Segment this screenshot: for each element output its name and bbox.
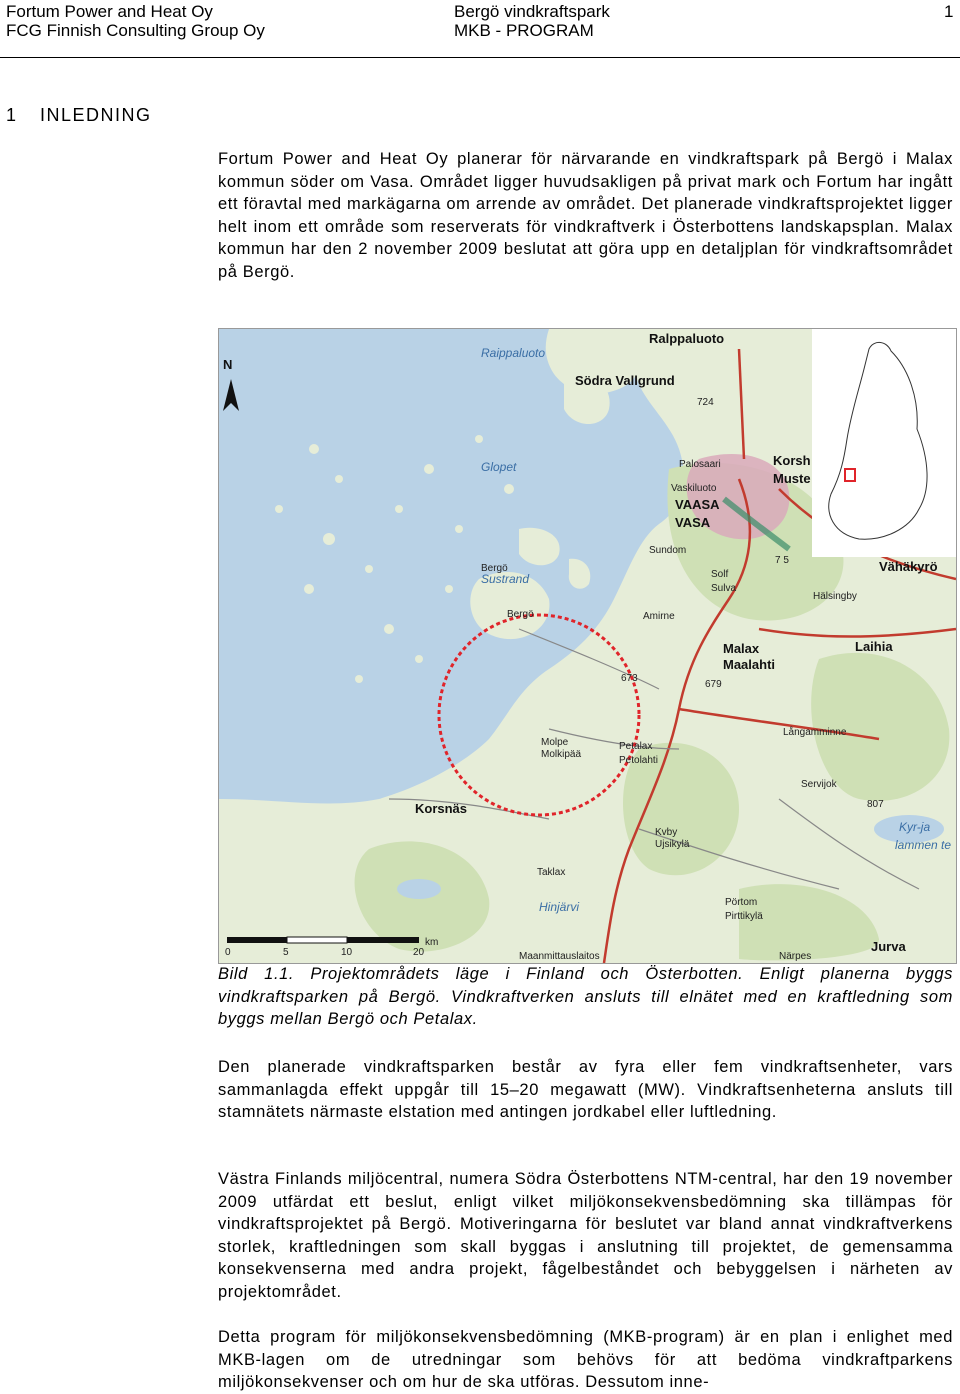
document-type: MKB - PROGRAM — [454, 21, 594, 40]
label-vaskiluoto: Vaskiluoto — [671, 483, 717, 494]
label-ujsikyla: Ujsikylä — [655, 839, 690, 850]
label-maalahti: Maalahti — [723, 657, 776, 672]
label-taklax: Taklax — [537, 867, 566, 878]
section-number: 1 — [6, 105, 18, 125]
label-malax: Malax — [723, 641, 760, 656]
label-lammen: lammen te — [895, 838, 952, 852]
label-mustasaari: Muste — [773, 471, 811, 486]
label-korsholm: Korsh — [773, 453, 811, 468]
label-glopet: Glopet — [481, 460, 517, 474]
figure-caption: Bild 1.1. Projektområdets läge i Finland och Österbotten. Enligt planerna byggs vindkraftsparken på Bergö. Vindkraftverken ansluts till elnätet med en kraftledning som byggs mellan Bergö och Petalax. — [218, 965, 953, 1029]
company-name: Fortum Power and Heat Oy — [6, 2, 213, 21]
label-vaasa: VAASA — [675, 497, 720, 512]
figure-map — [218, 328, 957, 964]
page-number: 1 — [944, 2, 954, 21]
label-solf: Solf — [711, 569, 729, 580]
scale-unit: km — [425, 937, 439, 948]
label-kvby: Kvby — [655, 827, 678, 838]
label-portom: Pörtom — [725, 897, 758, 908]
map-image — [219, 329, 956, 963]
road-679: 679 — [705, 679, 722, 690]
label-sundom: Sundom — [649, 545, 687, 556]
lake — [397, 879, 441, 899]
scale-label-20: 20 — [413, 947, 425, 958]
label-amirne: Amirne — [643, 611, 675, 622]
label-petolahti: Petolahti — [619, 755, 658, 766]
label-rappaluoto: Ralppaluoto — [649, 331, 725, 346]
label-narpes: Närpes — [779, 951, 812, 962]
paragraph-decision: Västra Finlands miljöcentral, numera Södra Österbottens NTM-central, har den 19 november 2009 utfärdat ett beslut, enligt vilket miljökonsekvensbedömning ska tillämpas för vindkraftsprojektet på Bergö. Motiveringarna för beslutet var bland annat vindkraftverkens storlek, kraftledningen som skall byggas i anslutning till projektet, de gemensamma konsekvenserna med andra projekt, fågelbeståndet och bebyggelsen i närheten av projektområdet. — [218, 1170, 953, 1301]
label-kyro-lake: Kyr-ja — [899, 820, 931, 834]
label-sustrand: Sustrand — [481, 572, 530, 586]
section-title: INLEDNING — [40, 105, 152, 125]
label-korsnas: Korsnäs — [415, 801, 468, 816]
label-bergo-sund: Bergö — [481, 563, 508, 574]
road-673: 673 — [621, 673, 638, 684]
label-langamminne: Långamminne — [783, 727, 847, 738]
road-724: 724 — [697, 397, 714, 408]
svg-text:N: N — [223, 357, 233, 372]
label-halsingby: Hälsingby — [813, 591, 857, 602]
label-molpe: Molpe — [541, 737, 569, 748]
scale-label-0: 0 — [225, 947, 231, 958]
road-75: 7 5 — [775, 555, 789, 566]
scale-label-5: 5 — [283, 947, 289, 958]
label-servijok: Servijok — [801, 779, 837, 790]
label-vasa: VASA — [675, 515, 711, 530]
label-palosaari: Palosaari — [679, 459, 721, 470]
header-rule — [0, 57, 960, 58]
label-vahakyro: Vähäkyrö — [879, 559, 938, 574]
scale-label-10: 10 — [341, 947, 353, 958]
road-807: 807 — [867, 799, 884, 810]
label-hinjarvi: Hinjärvi — [539, 900, 580, 914]
paragraph-intro: Fortum Power and Heat Oy planerar för närvarande en vindkraftspark på Bergö i Malax kommun söder om Vasa. Området ligger huvudsakligen på privat mark och Fortum har ingått ett föravtal med markägarna om arrende av området. Det planerade vindkraftsprojektet ligger helt inom ett område som reserverats för vindkraftverk i Österbottens landskapsplan. Malax kommun har den 2 november 2009 beslutat att göra upp en detaljplan för vindkraftsområdet på Bergö. — [218, 150, 953, 281]
label-rappaluoto-fi: Raippaluoto — [481, 346, 546, 360]
label-bergo: Bergö — [507, 609, 534, 620]
page-header — [0, 0, 960, 62]
label-sulva: Sulva — [711, 583, 737, 594]
section-heading — [6, 105, 152, 126]
consultant-name: FCG Finnish Consulting Group Oy — [6, 21, 265, 40]
label-laihia: Laihia — [855, 639, 893, 654]
label-jurva: Jurva — [871, 939, 906, 954]
label-sodra-vallgrund: Södra Vallgrund — [575, 373, 675, 388]
label-petalax: Petalax — [619, 741, 653, 752]
paragraph-windpark: Den planerade vindkraftsparken består av fyra eller fem vindkraftsenheter, vars sammanlagda effekt uppgår till 15–20 megawatt (MW). Vindkraftsenheterna ansluts till stamnätets närmaste elstation med antingen jordkabel eller luftledning. — [218, 1058, 953, 1122]
project-title: Bergö vindkraftspark — [454, 2, 610, 21]
paragraph-mkb-program: Detta program för miljökonsekvensbedömning (MKB-program) är en plan i enlighet med MKB-lagen om de utredningar som behövs för att bedöma vindkraftparkens miljökonsekvenser och om hur de ska utföras. Dessutom inne- — [218, 1328, 953, 1392]
label-molkipaa: Molkipää — [541, 749, 582, 760]
map-copyright: Maanmittauslaitos — [519, 951, 600, 962]
label-pirttikyla: Pirttikylä — [725, 911, 763, 922]
